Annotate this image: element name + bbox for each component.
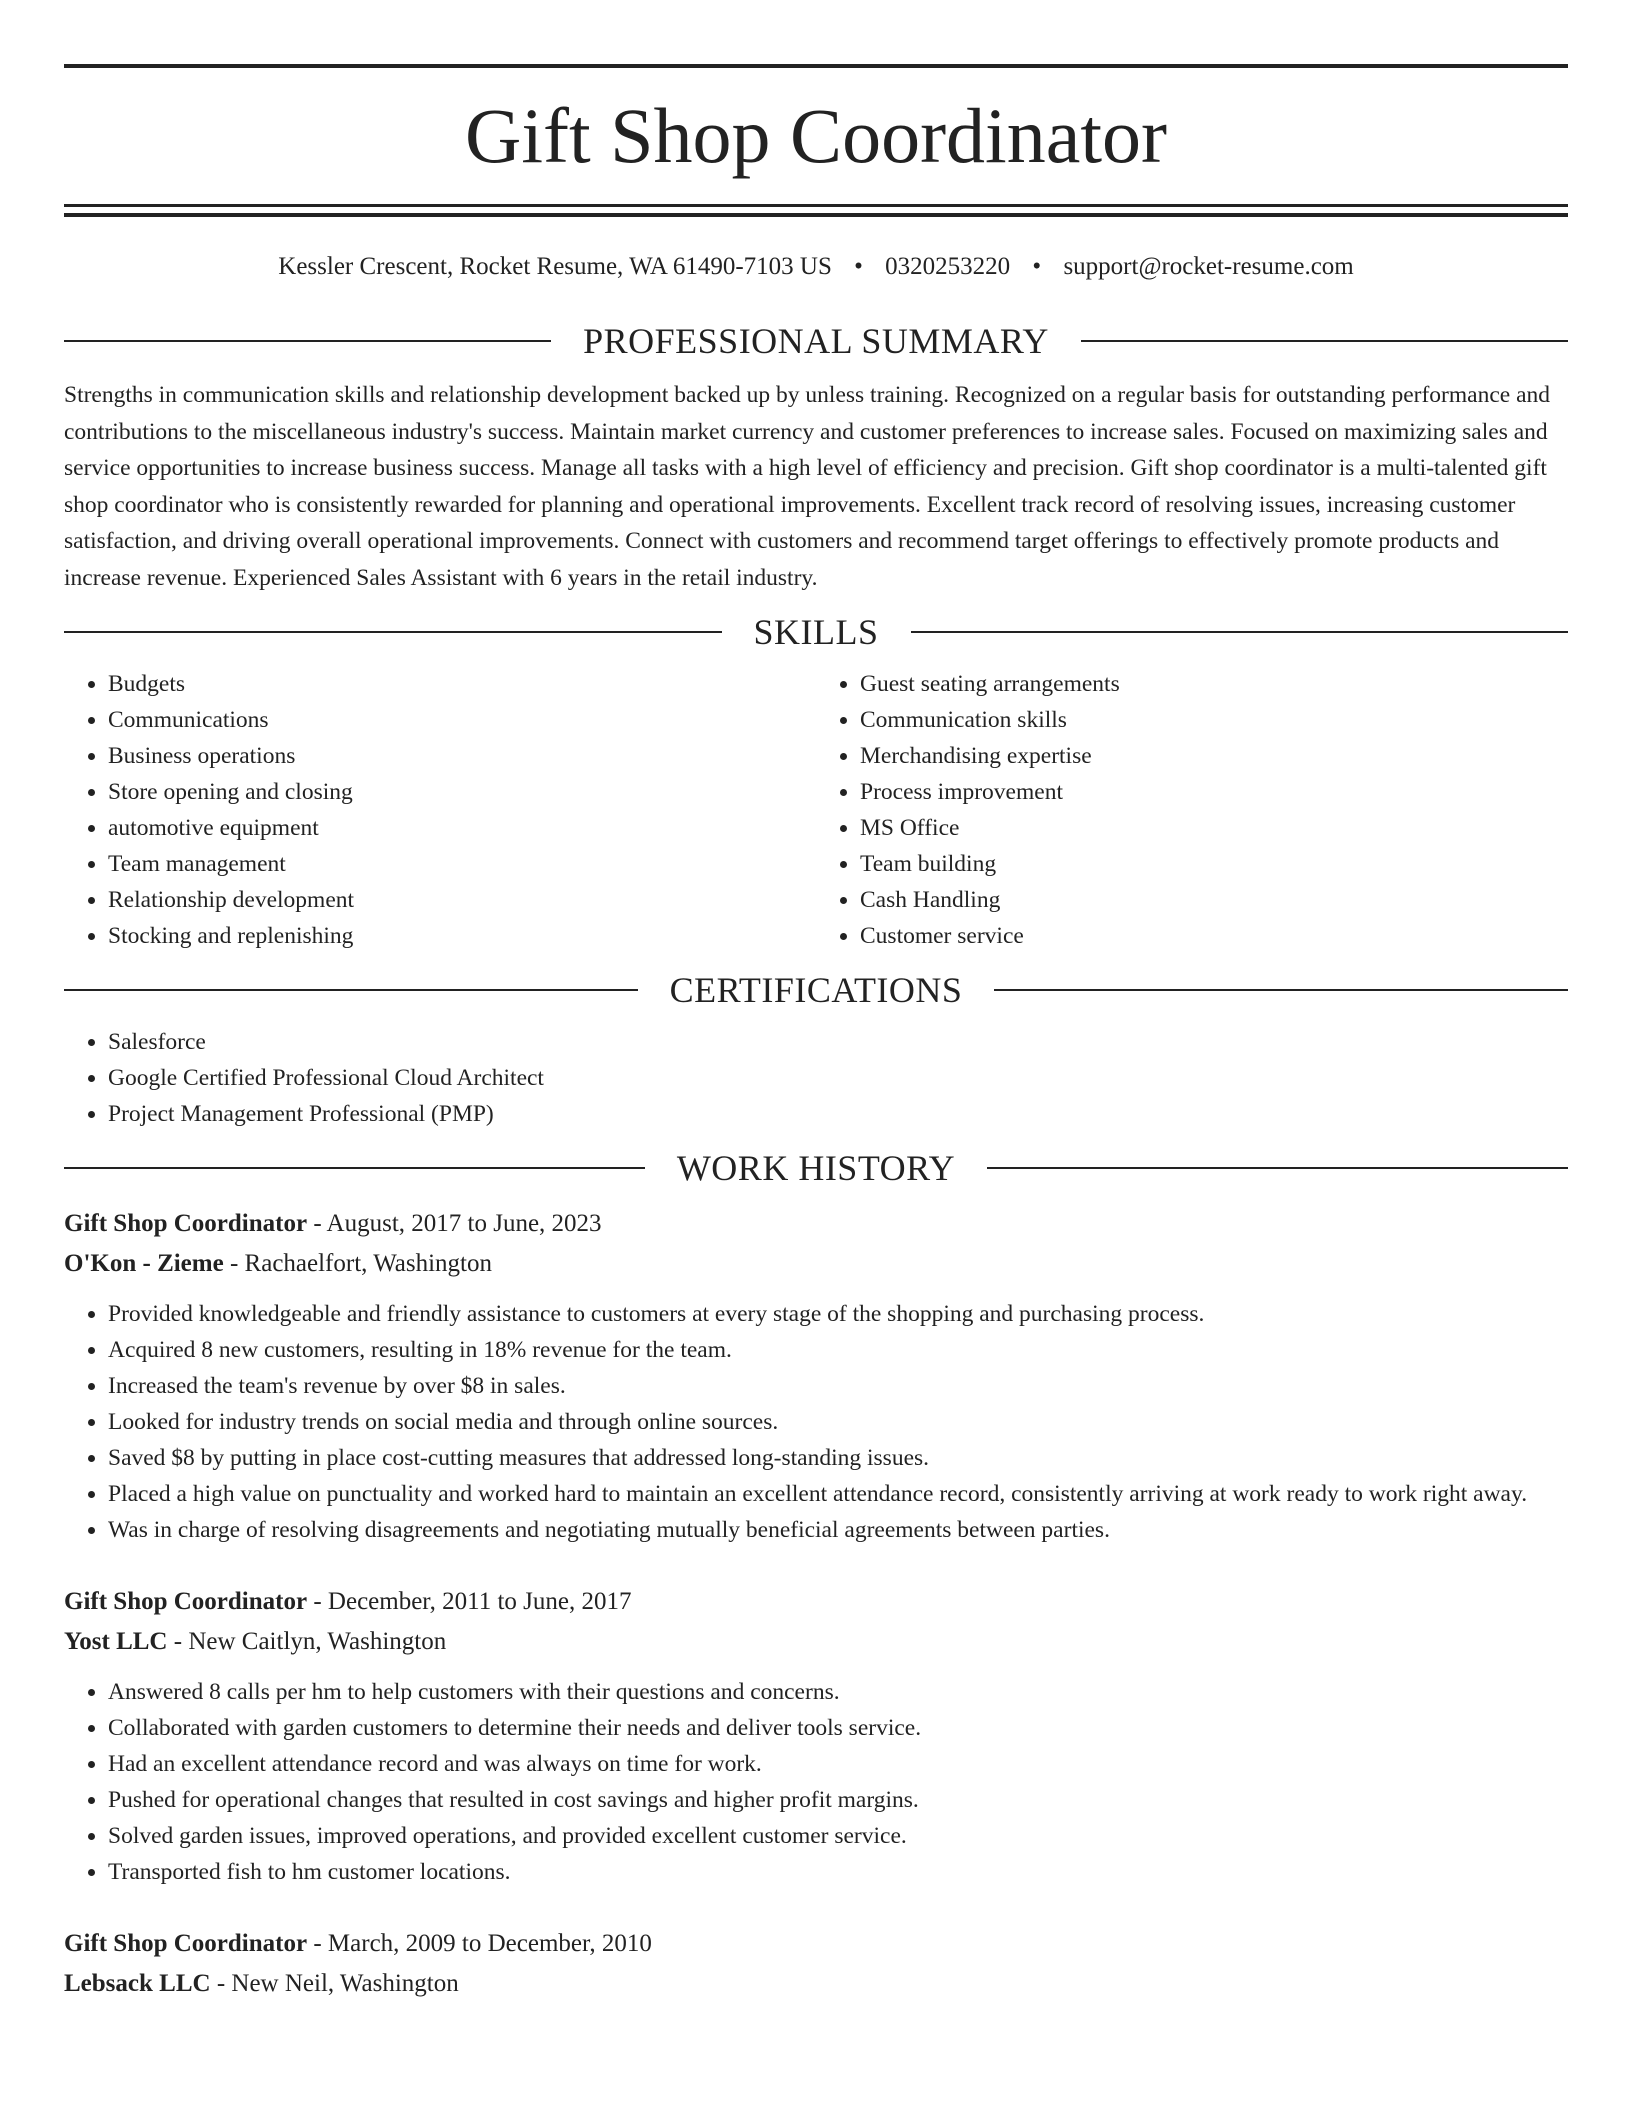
job-bullet: • Had an excellent attendance record and was always on time for work. (108, 1746, 1568, 1782)
skill-item: • Relationship development (108, 882, 816, 918)
job-bullet: • Looked for industry trends on social media and through online sources. (108, 1404, 1568, 1440)
skill-item: • automotive equipment (108, 810, 816, 846)
job-bullet: • Provided knowledgeable and friendly assistance to customers at every stage of the shopping and purchasing process. (108, 1296, 1568, 1332)
heading-rule (64, 340, 551, 342)
job-entry (64, 1204, 1568, 1548)
job-dates: - August, 2017 to June, 2023 (307, 1210, 602, 1237)
heading-rule (64, 631, 722, 633)
summary-title: PROFESSIONAL SUMMARY (583, 321, 1049, 361)
certifications-title: CERTIFICATIONS (669, 970, 963, 1010)
job-bullets (64, 1674, 1568, 1890)
heading-rule (987, 1167, 1568, 1169)
job-company: O'Kon - Zieme (64, 1250, 224, 1277)
job-location: - Rachaelfort, Washington (223, 1250, 493, 1277)
certification-item: • Project Management Professional (PMP) (108, 1096, 1568, 1132)
contact-separator: • (854, 253, 863, 280)
job-company-line (64, 1244, 1568, 1284)
double-rule (64, 204, 1568, 217)
job-bullet: • Answered 8 calls per hm to help customers with their questions and concerns. (108, 1674, 1568, 1710)
skills-heading (64, 610, 1568, 654)
job-bullet: • Placed a high value on punctuality and worked hard to maintain an excellent attendance record, consistently arriving at work ready to work right away. (108, 1476, 1568, 1512)
skill-item: • Cash Handling (860, 882, 1568, 918)
skills-title: SKILLS (753, 612, 879, 652)
certifications-list (64, 1024, 1568, 1132)
skill-item: • Guest seating arrangements (860, 666, 1568, 702)
job-bullet: • Solved garden issues, improved operations, and provided excellent customer service. (108, 1818, 1568, 1854)
heading-rule (64, 989, 638, 991)
skill-item: • Team management (108, 846, 816, 882)
job-bullet: • Acquired 8 new customers, resulting in 18% revenue for the team. (108, 1332, 1568, 1368)
job-title-line (64, 1924, 1568, 1964)
job-bullet: • Saved $8 by putting in place cost-cutting measures that addressed long-standing issues. (108, 1440, 1568, 1476)
heading-rule (64, 1167, 645, 1169)
job-company-line (64, 1964, 1568, 2004)
job-title-line (64, 1204, 1568, 1244)
heading-rule (1081, 340, 1568, 342)
job-entry (64, 1582, 1568, 1890)
resume-name: Gift Shop Coordinator (465, 92, 1167, 179)
skill-item: • MS Office (860, 810, 1568, 846)
skill-item: • Team building (860, 846, 1568, 882)
heading-rule (911, 631, 1569, 633)
skill-item: • Store opening and closing (108, 774, 816, 810)
contact-email: support@rocket-resume.com (1063, 253, 1354, 280)
skill-item: • Stocking and replenishing (108, 918, 816, 954)
contact-address: Kessler Crescent, Rocket Resume, WA 61490-7103 US (278, 253, 832, 280)
skill-item: • Customer service (860, 918, 1568, 954)
skill-item: • Process improvement (860, 774, 1568, 810)
job-location: - New Neil, Washington (210, 1970, 459, 1997)
job-bullet: • Collaborated with garden customers to determine their needs and deliver tools service. (108, 1710, 1568, 1746)
job-title: Gift Shop Coordinator (64, 1930, 308, 1957)
skill-item: • Merchandising expertise (860, 738, 1568, 774)
skill-item: • Communications (108, 702, 816, 738)
certification-item: • Google Certified Professional Cloud Architect (108, 1060, 1568, 1096)
job-entry (64, 1924, 1568, 2004)
certifications-heading (64, 968, 1568, 1012)
summary-heading (64, 319, 1568, 363)
contact-separator: • (1032, 253, 1042, 280)
skills-list-right (816, 666, 1568, 954)
job-company: Yost LLC (64, 1628, 168, 1655)
certification-item: • Salesforce (108, 1024, 1568, 1060)
job-bullets (64, 1296, 1568, 1548)
job-bullet: • Increased the team's revenue by over $8 in sales. (108, 1368, 1568, 1404)
certifications-block (64, 1024, 1568, 1132)
job-company-line (64, 1622, 1568, 1662)
top-rule (64, 64, 1568, 68)
skill-item: • Budgets (108, 666, 816, 702)
job-title: Gift Shop Coordinator (64, 1588, 308, 1615)
skills-grid (64, 666, 1568, 954)
heading-rule (994, 989, 1568, 991)
skills-column-right (816, 666, 1568, 954)
job-title: Gift Shop Coordinator (64, 1210, 308, 1237)
job-company: Lebsack LLC (64, 1970, 211, 1997)
job-location: - New Caitlyn, Washington (167, 1628, 447, 1655)
skills-column-left (64, 666, 816, 954)
summary-text: Strengths in communication skills and relationship development backed up by unless training. Recognized on a regular basis for outstanding performance and contributions to the miscellaneous industry's success. Maintain market currency and customer preferences to increase sales. Focused on maximizing sales and service opportunities to increase business success. Manage all tasks with a high level of efficiency and precision. Gift shop coordinator is a multi-talented gift shop coordinator who is consistently rewarded for planning and operational improvements. Excellent track record of resolving issues, increasing customer satisfaction, and driving overall operational improvements. Connect with customers and recommend target offerings to effectively promote products and increase revenue. Experienced Sales Assistant with 6 years in the retail industry. (64, 382, 1551, 591)
job-bullet: • Transported fish to hm customer locations. (108, 1854, 1568, 1890)
skill-item: • Business operations (108, 738, 816, 774)
job-dates: - March, 2009 to December, 2010 (307, 1930, 652, 1957)
work-history-heading (64, 1146, 1568, 1190)
skills-list-left (64, 666, 816, 954)
job-dates: - December, 2011 to June, 2017 (307, 1588, 632, 1615)
contact-line (64, 251, 1568, 283)
job-bullet: • Pushed for operational changes that resulted in cost savings and higher profit margins. (108, 1782, 1568, 1818)
skill-item: • Communication skills (860, 702, 1568, 738)
job-title-line (64, 1582, 1568, 1622)
work-history-title: WORK HISTORY (676, 1148, 956, 1188)
job-bullet: • Was in charge of resolving disagreements and negotiating mutually beneficial agreements between parties. (108, 1512, 1568, 1548)
contact-phone: 0320253220 (885, 253, 1011, 280)
